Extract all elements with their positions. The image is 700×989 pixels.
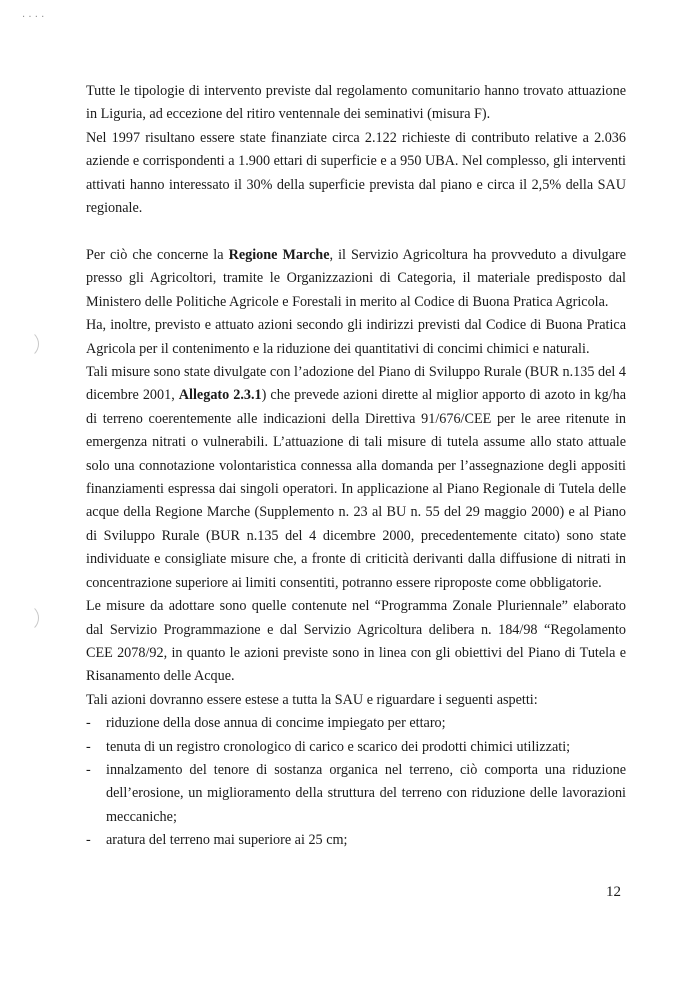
bold-term-allegato: Allegato 2.3.1 [178,387,262,404]
paragraph-text: , il Servizio Agricoltura ha provveduto a divulgare presso gli Agricoltori, tramite le Organizzazioni di Categoria, il materiale predisposto dal Ministero delle Politiche Agricole e Forestali in merito al Codice di Buona Pratica Agricola. [86,247,626,310]
list-item-text: innalzamento del tenore di sostanza organica nel terreno, ciò comporta una riduzione dell’erosione, un miglioramento della struttura del terreno con riduzione delle lavorazioni meccaniche; [106,761,626,825]
measures-list [86,712,626,852]
bold-term-regione-marche: Regione Marche [228,247,330,263]
list-item [86,759,626,829]
paragraph-piano-sviluppo-rurale [86,361,626,595]
paragraph-text: ) che prevede azioni dirette al miglior apporto di azoto in kg/ha di terreno coerentemente alle indicazioni della Direttiva 91/676/CEE per le aree ritenute in emergenza nitrati o vulnerabili. L’attuazione di tali misure di tutela assume allo stato attuale solo una connotazione volontaristica connessa alla domanda per l’assegnazione degli appositi finanziamenti espressa dai singoli operatori. In applicazione al Piano Regionale di Tutela delle acque della Regione Marche (Supplemento n. 23 al BU n. 55 del 29 maggio 2000) e al Piano di Sviluppo Rurale (BUR n.135 del 4 dicembre 2000, precedentemente citato) sono state individuate e consigliate misure che, a fronte di criticità derivanti dalla diffusione di nitrati in concentrazione superiore ai limiti consentiti, potranno essere riproposte come obbligatorie. [86,387,626,591]
paragraph-text: Tali misure sono state divulgate con l’adozione del Piano di Sviluppo Rurale (BUR n.135 del 4 dicembre 2001, [86,364,626,404]
paragraph-liguria-measures: Tutte le tipologie di intervento previste dal regolamento comunitario hanno trovato attuazione in Liguria, ad eccezione del ritiro ventennale dei seminativi (misura F). [86,83,626,123]
list-item [86,712,626,735]
scan-artifact-dots: · · · · [22,12,45,23]
list-intro: Tali azioni dovranno essere estese a tutta la SAU e riguardare i seguenti aspetti: [86,691,538,708]
bullet-dash: - [86,738,91,755]
list-item [86,829,626,852]
scan-artifact-left-arc [24,330,39,358]
scan-artifact-left-arc [24,604,39,632]
bullet-dash: - [86,715,91,732]
bullet-dash: - [86,761,91,778]
paragraph-azioni: Ha, inoltre, previsto e attuato azioni secondo gli indirizzi previsti dal Codice di Buona Pratica Agricola per il contenimento e la riduzione dei quantitativi di concimi chimici e naturali. [86,317,626,357]
paragraph-regione-marche [86,244,626,314]
paragraph-text: Per ciò che concerne la [86,247,229,263]
list-item-text: aratura del terreno mai superiore ai 25 cm; [106,832,348,849]
bullet-dash: - [86,832,91,849]
list-item [86,736,626,759]
list-item-text: riduzione della dose annua di concime impiegato per ettaro; [106,715,446,732]
page-number: 12 [606,884,621,900]
marche-section [86,244,626,853]
list-item-text: tenuta di un registro cronologico di carico e scarico dei prodotti chimici utilizzati; [106,738,571,755]
intro-section [86,80,626,220]
paragraph-programma-zonale: Le misure da adottare sono quelle contenute nel “Programma Zonale Pluriennale” elaborato dal Servizio Programmazione e dal Servizio Agricoltura delibera n. 184/98 “Regolamento CEE 2078/92, in quanto le azioni previste sono in linea con gli obiettivi del Piano di Tutela e Risanamento delle Acque. [86,598,626,685]
paragraph-liguria-1997: Nel 1997 risultano essere state finanziate circa 2.122 richieste di contributo relative a 2.036 aziende e corrispondenti a 1.900 ettari di superficie e a 950 UBA. Nel complesso, gli interventi attivati hanno interessato il 30% della superficie prevista dal piano e circa il 2,5% della SAU regionale. [86,129,626,217]
